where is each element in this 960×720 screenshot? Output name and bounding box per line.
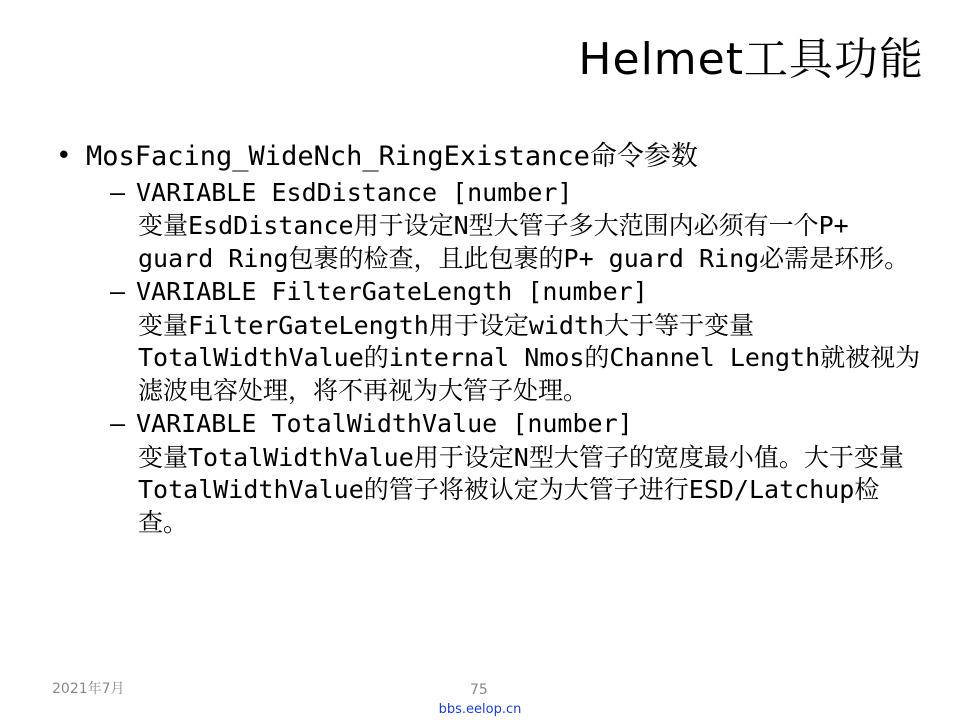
- bullet-level1: [56, 140, 930, 174]
- bullet-level2-text: VARIABLE FilterGateLength [number]: [136, 277, 648, 307]
- paragraph-text: 变量FilterGateLength用于设定width大于等于变量TotalWidthValue的internal Nmos的Channel Length就被视为滤波电容处理，将不再视为大管子处理。: [138, 310, 921, 405]
- dash-icon: –: [110, 409, 126, 439]
- page-number: 75: [470, 682, 488, 698]
- bullet-level2: [110, 277, 930, 308]
- footer-date: 2021年7月: [52, 681, 125, 697]
- dash-icon: –: [110, 277, 126, 307]
- bullet-level2: [110, 178, 930, 209]
- bullet-level2-text: VARIABLE TotalWidthValue [number]: [136, 409, 633, 439]
- paragraph-text: 变量TotalWidthValue用于设定N型大管子的宽度最小值。大于变量TotalWidthValue的管子将被认定为大管子进行ESD/Latchup检查。: [138, 442, 904, 537]
- bullet-icon: •: [56, 141, 72, 171]
- paragraph-text: 变量EsdDistance用于设定N型大管子多大范围内必须有一个P+ guard Ring包裹的检查，且此包裹的P+ guard Ring必需是环形。: [138, 211, 910, 273]
- page-title: Helmet工具功能: [578, 34, 924, 85]
- bullet-level1-text: MosFacing_WideNch_RingExistance命令参数: [86, 141, 698, 172]
- slide-body: [56, 140, 930, 541]
- watermark: bbs.eelop.cn: [438, 702, 522, 717]
- bullet-level2-text: VARIABLE EsdDistance [number]: [136, 177, 573, 207]
- dash-icon: –: [110, 177, 126, 207]
- bullet-level2: [110, 409, 930, 440]
